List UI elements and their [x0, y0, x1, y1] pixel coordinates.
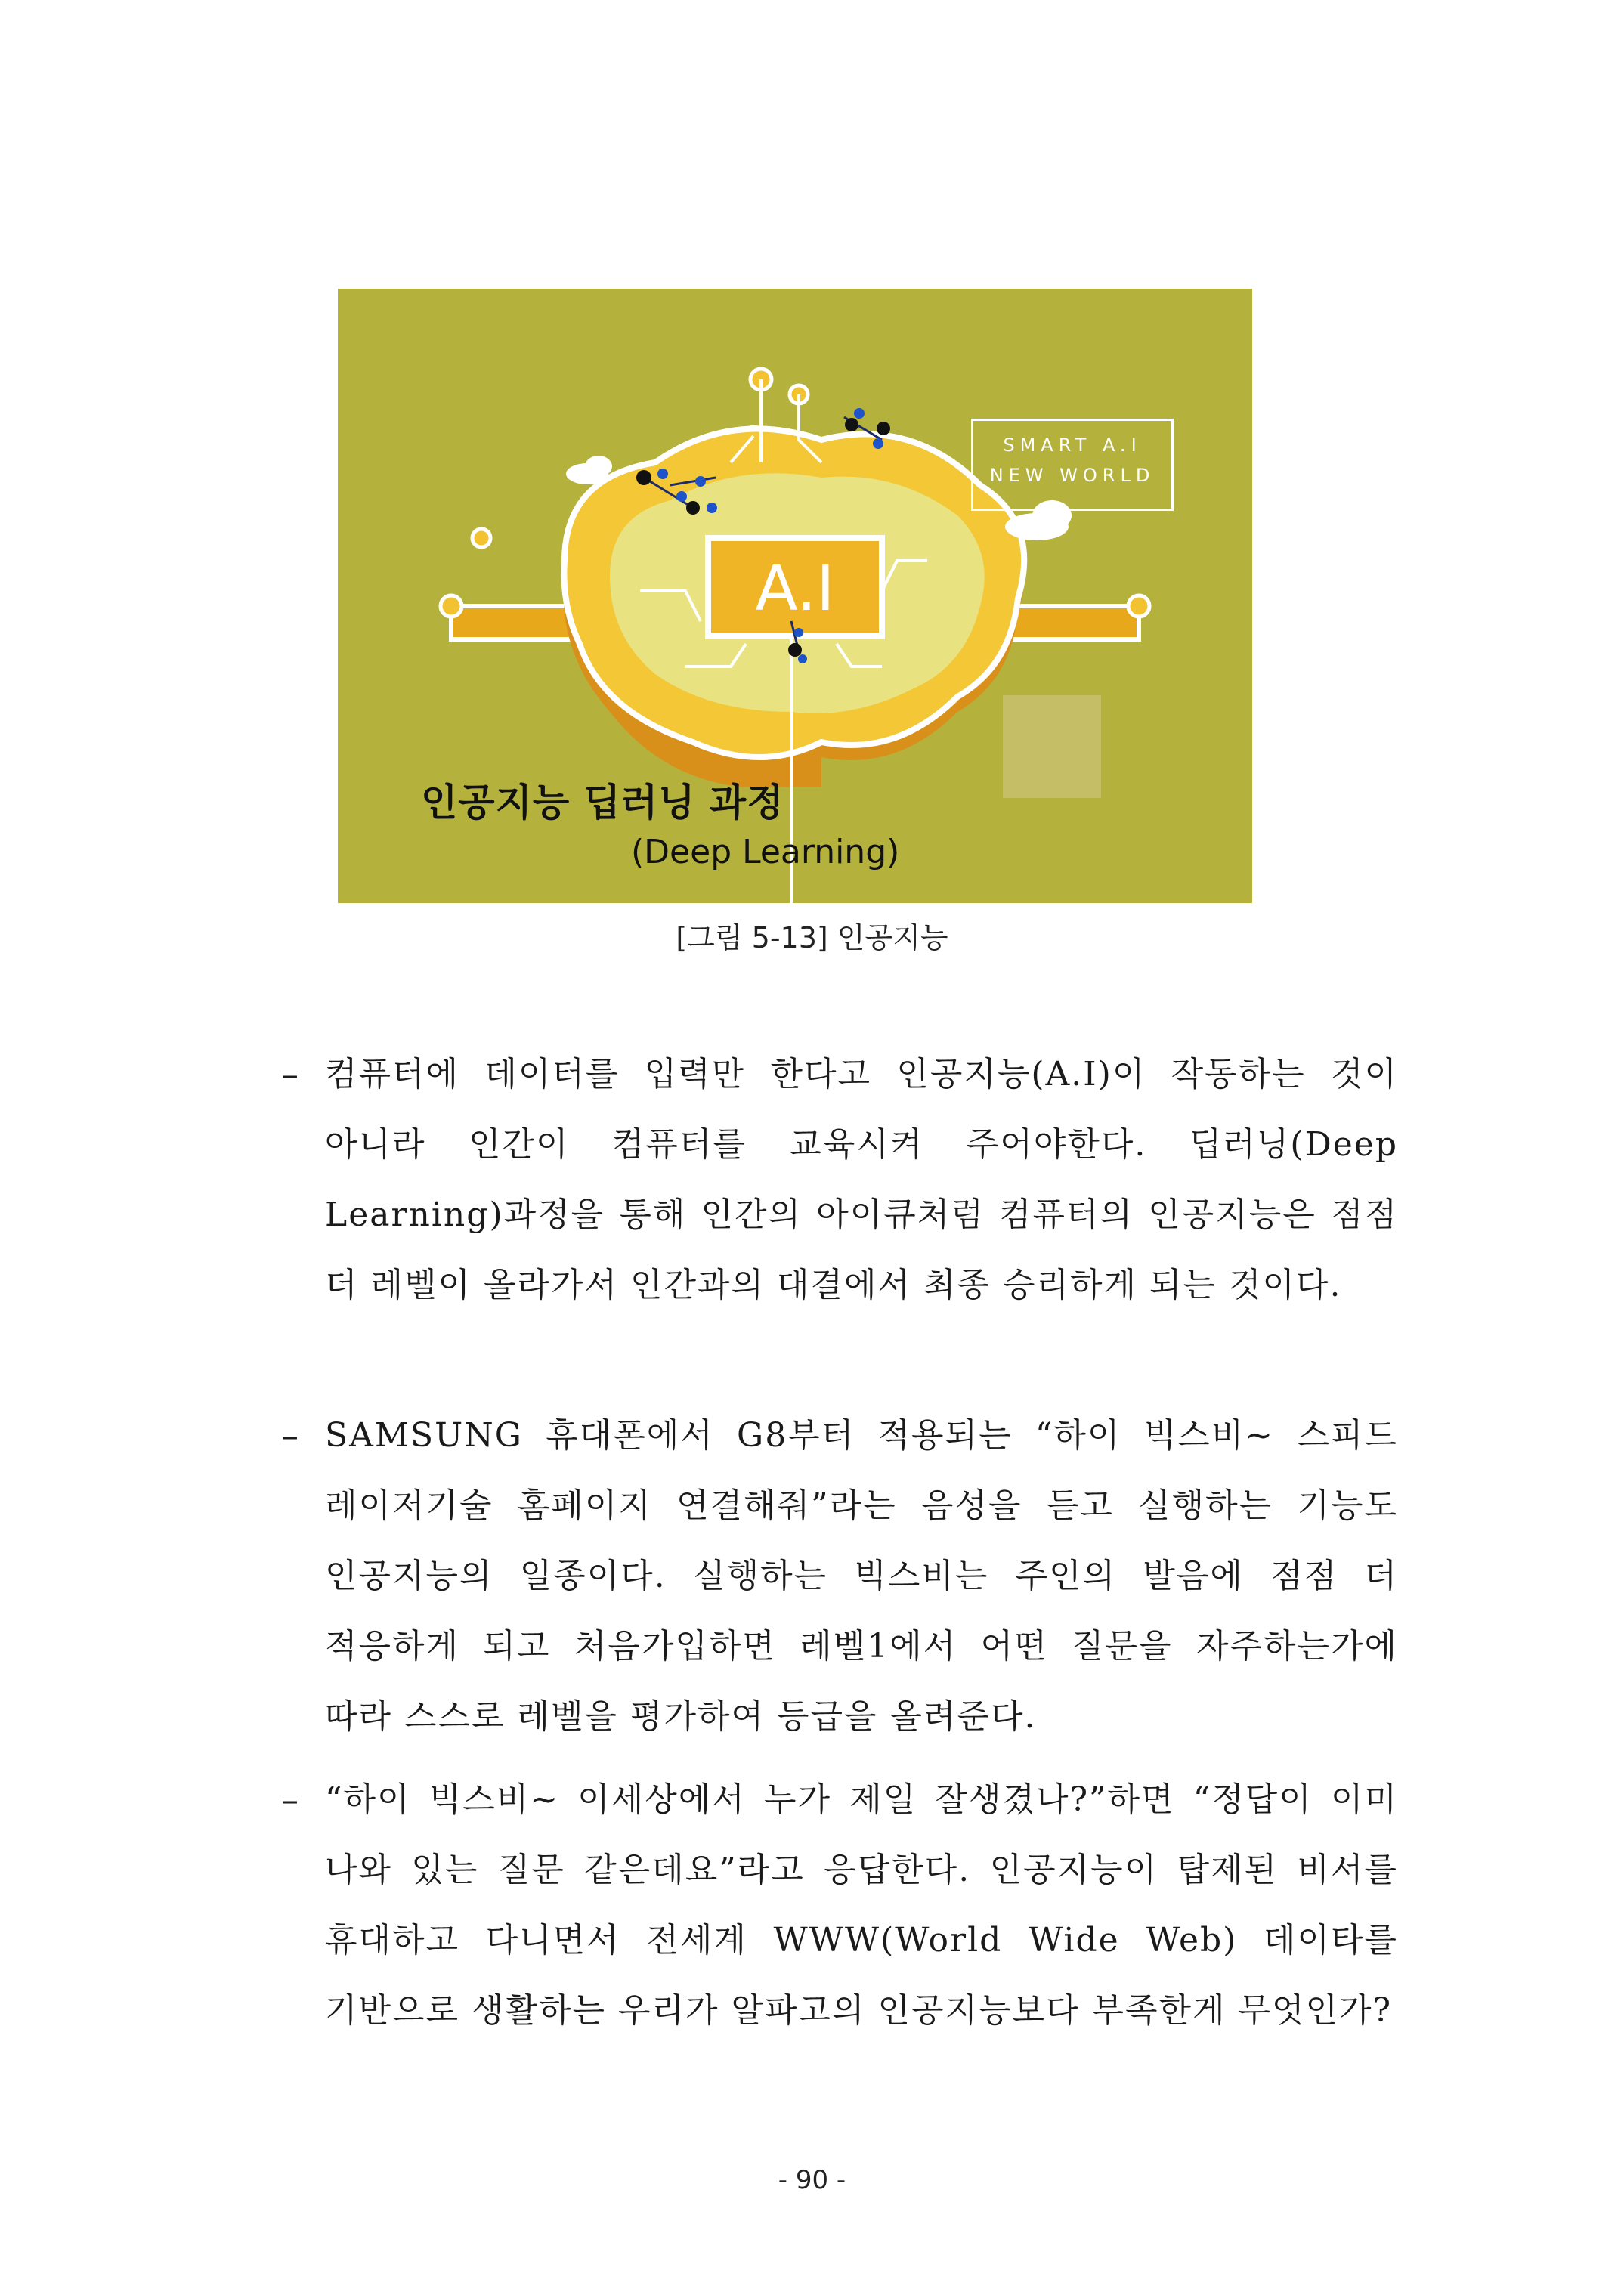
chip-label: A.I	[755, 553, 835, 625]
figure-title: 인공지능 딥러닝 과정	[421, 781, 784, 824]
bullet-dash: –	[281, 1779, 299, 1820]
paragraph-text: 컴퓨터에 데이터를 입력만 한다고 인공지능(A.I)이 작동하는 것이 아니라 인간이 컴퓨터를 교육시켜 주어야한다. 딥러닝(Deep Learning)과정을 통해 인간의 아이큐처럼 컴퓨터의 인공지능은 점점 더 레벨이 올라가서 인간과의 대결에서 최종 승리하게 되는 것이다.	[325, 1055, 1398, 1304]
badge-line-1: SMART A.I	[1003, 435, 1142, 456]
figure-subtitle: (Deep Learning)	[631, 833, 900, 871]
bullet-dash: –	[281, 1053, 299, 1094]
bullet-dash: –	[281, 1415, 299, 1455]
badge-line-2: NEW WORLD	[989, 465, 1155, 486]
ai-illustration	[338, 289, 1252, 903]
page-number: - 90 -	[778, 2165, 846, 2195]
paragraph-text: SAMSUNG 휴대폰에서 G8부터 적용되는 “하이 빅스비~ 스피드 레이저기술 홈페이지 연결해줘”라는 음성을 듣고 실행하는 기능도 인공지능의 일종이다. 실행하는 빅스비는 주인의 발음에 점점 더 적응하게 되고 처음가입하면 레벨1에서 어떤 질문을 자주하는가에 따라 스스로 레벨을 평가하여 등급을 올려준다.	[325, 1416, 1398, 1736]
figure-caption: [그림 5-13] 인공지능	[676, 921, 948, 954]
smart-ai-badge	[971, 419, 1174, 511]
paragraph-text: “하이 빅스비~ 이세상에서 누가 제일 잘생겼나?”하면 “정답이 이미 나와 있는 질문 같은데요”라고 응답한다. 인공지능이 탑제된 비서를 휴대하고 다니면서 전세계 WWW(World Wide Web) 데이타를 기반으로 생활하는 우리가 알파고의 인공지능보다 부족한게 무엇인가?	[325, 1780, 1398, 2030]
